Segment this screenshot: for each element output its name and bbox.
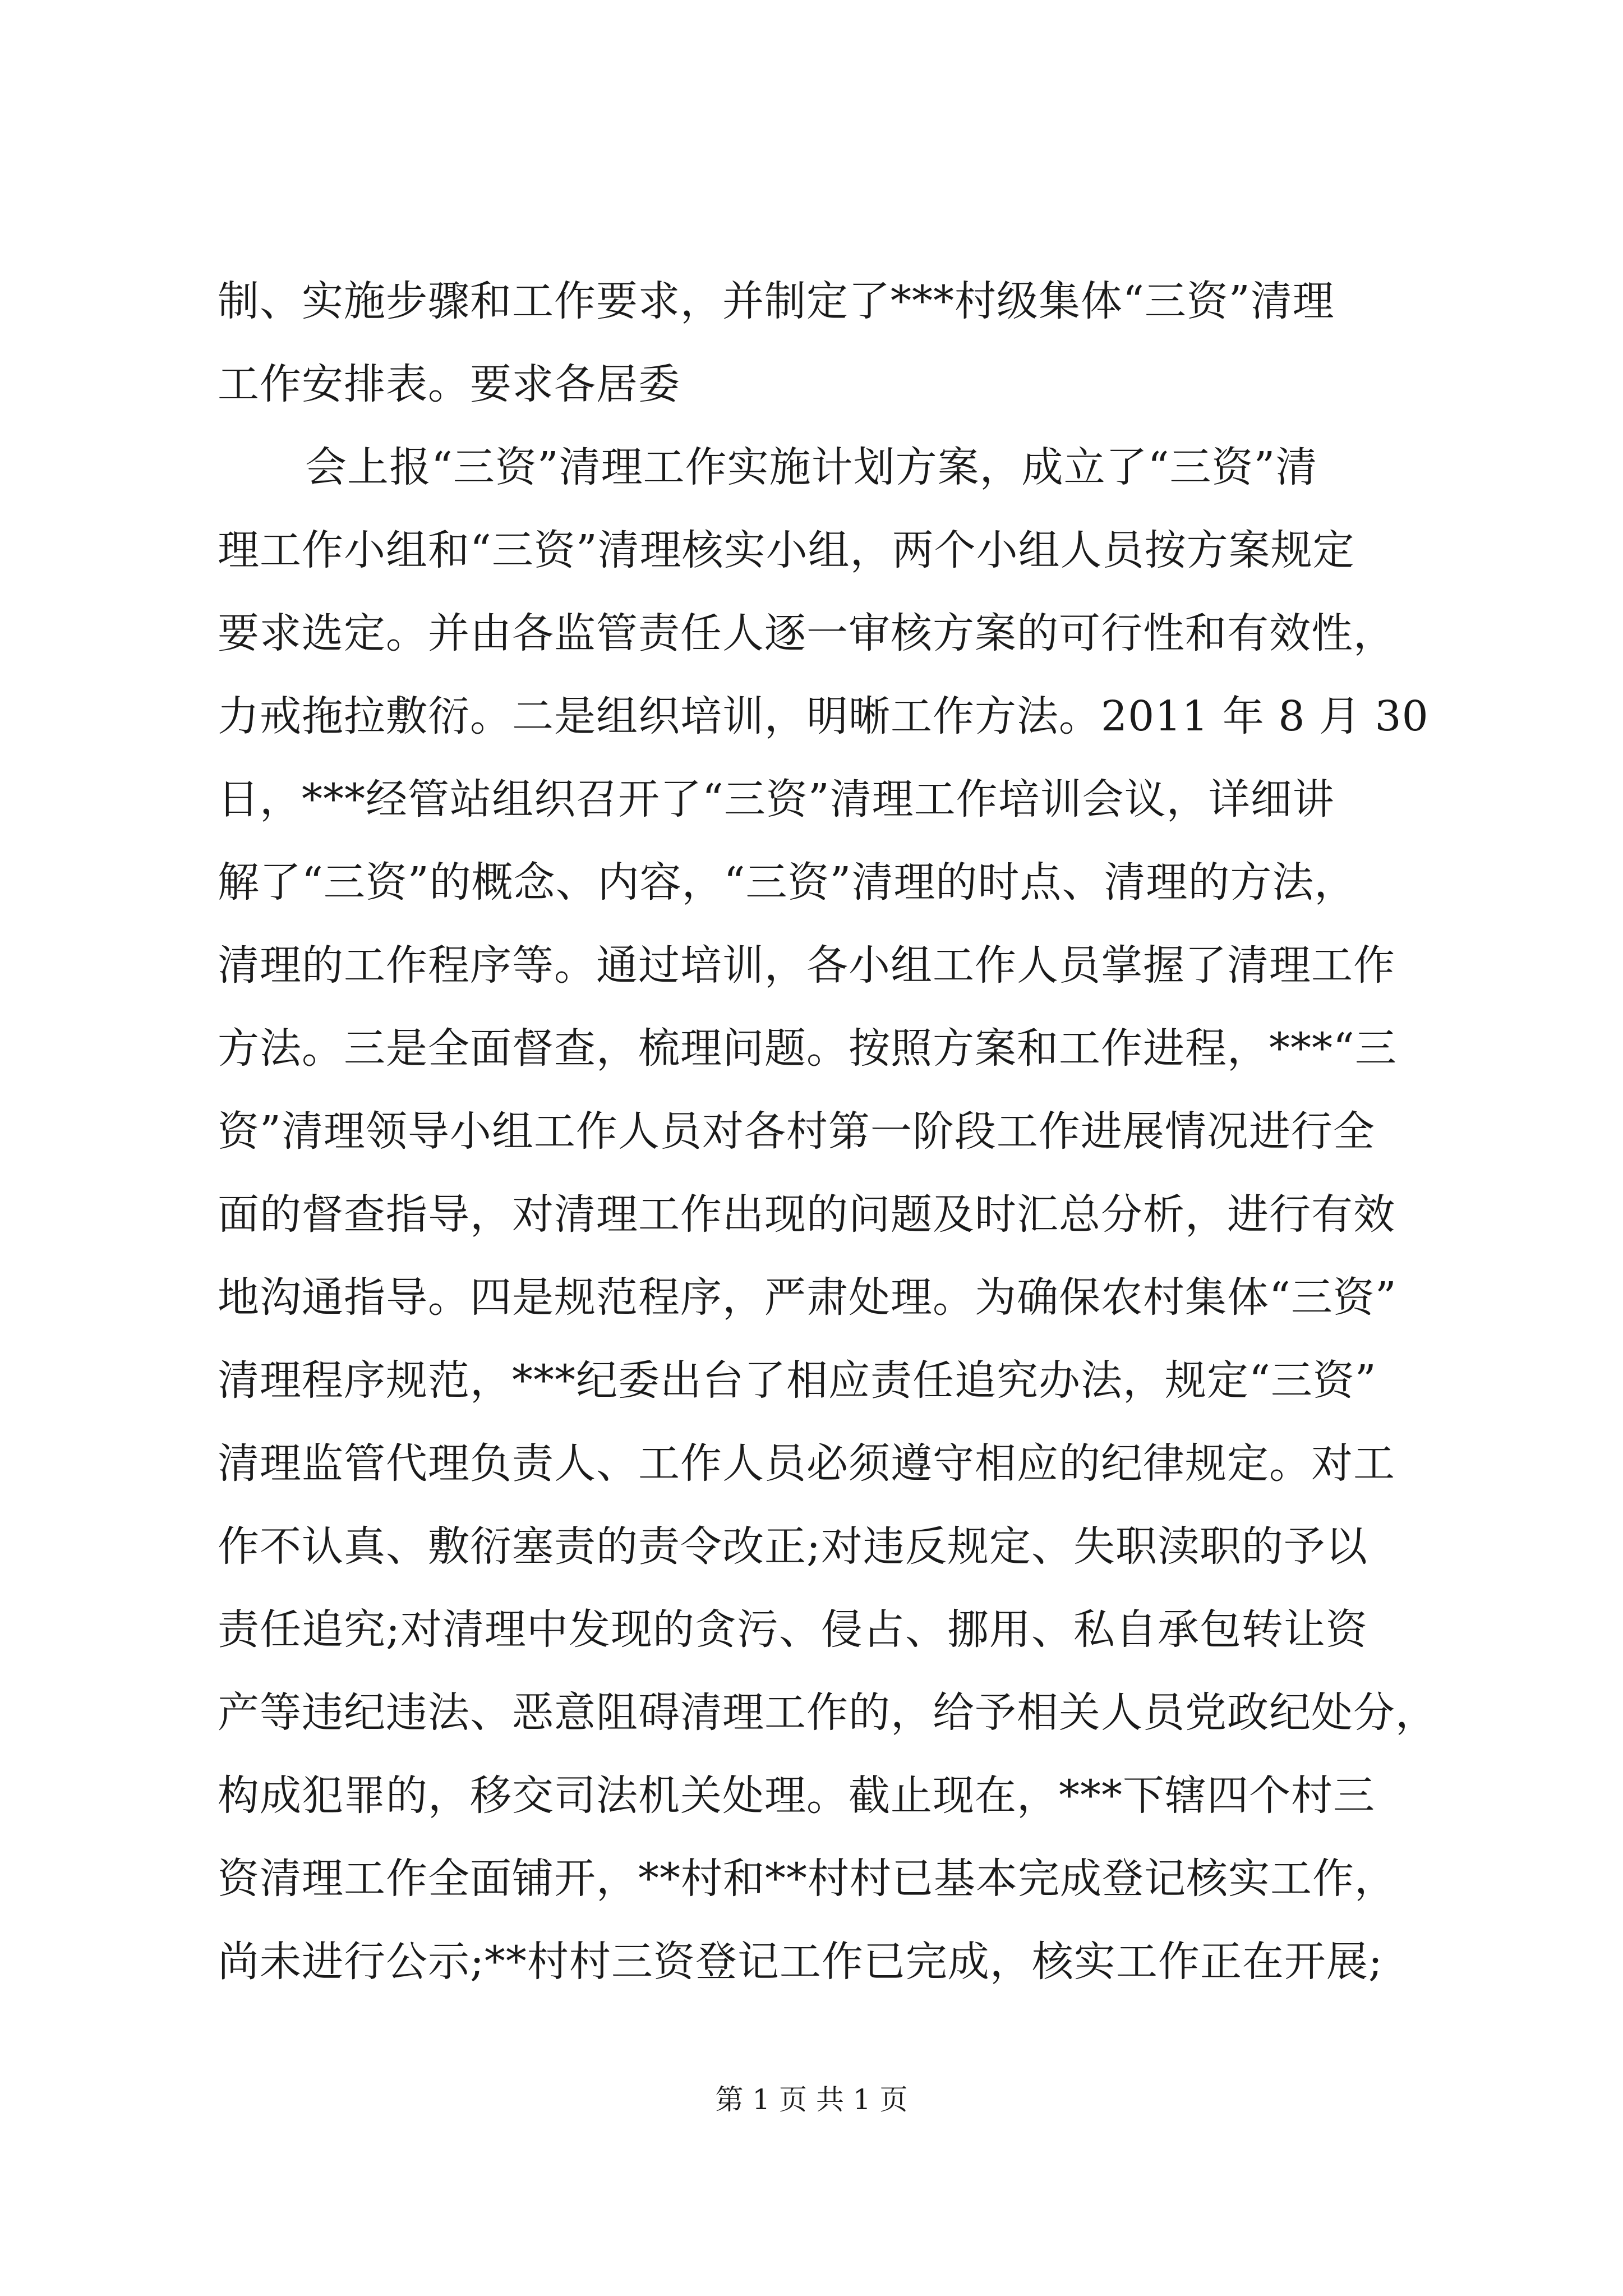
text-line: 尚未进行公示;**村村三资登记工作已完成，核实工作正在开展;	[218, 1938, 1383, 1986]
text-line: 日，***经管站组织召开了“三资”清理工作培训会议，详细讲	[218, 775, 1335, 823]
text-line: 资清理工作全面铺开，**村和**村村已基本完成登记核实工作，	[218, 1855, 1396, 1903]
text-line: 理工作小组和“三资”清理核实小组，两个小组人员按方案规定	[218, 526, 1355, 574]
paragraph-first-line: 会上报“三资”清理工作实施计划方案，成立了“三资”清	[305, 443, 1318, 491]
text-line: 产等违纪违法、恶意阻碍清理工作的，给予相关人员党政纪处分，	[218, 1688, 1437, 1737]
text-line: 制、实施步骤和工作要求，并制定了***村级集体“三资”清理	[218, 277, 1335, 325]
text-line: 作不认真、敷衍塞责的责令改正;对违反规定、失职渎职的予以	[218, 1522, 1368, 1571]
text-line: 清理监管代理负责人、工作人员必须遵守相应的纪律规定。对工	[218, 1439, 1395, 1488]
page-footer	[0, 2080, 1623, 2119]
text-line: 方法。三是全面督查，梳理问题。按照方案和工作进程，***“三	[218, 1024, 1397, 1073]
text-line: 解了“三资”的概念、内容，“三资”清理的时点、清理的方法，	[218, 858, 1357, 907]
text-line: 地沟通指导。四是规范程序，严肃处理。为确保农村集体“三资”	[218, 1273, 1397, 1322]
text-line: 工作安排表。要求各居委	[218, 360, 680, 408]
document-body	[218, 260, 1437, 2003]
text-line: 要求选定。并由各监管责任人逐一审核方案的可行性和有效性，	[218, 609, 1395, 657]
text-line: 力戒拖拉敷衍。二是组织培训，明晰工作方法。2011 年 8 月 30	[218, 692, 1429, 740]
text-line: 清理的工作程序等。通过培训，各小组工作人员掌握了清理工作	[218, 941, 1395, 990]
text-line: 责任追究;对清理中发现的贪污、侵占、挪用、私自承包转让资	[218, 1605, 1368, 1654]
text-line: 构成犯罪的，移交司法机关处理。截止现在，***下辖四个村三	[218, 1772, 1375, 1820]
text-line: 资”清理领导小组工作人员对各村第一阶段工作进展情况进行全	[218, 1107, 1375, 1156]
text-line: 清理程序规范，***纪委出台了相应责任追究办法，规定“三资”	[218, 1356, 1377, 1405]
page-number-label: 第 1 页 共 1 页	[715, 2083, 908, 2116]
text-line: 面的督查指导，对清理工作出现的问题及时汇总分析，进行有效	[218, 1190, 1395, 1239]
